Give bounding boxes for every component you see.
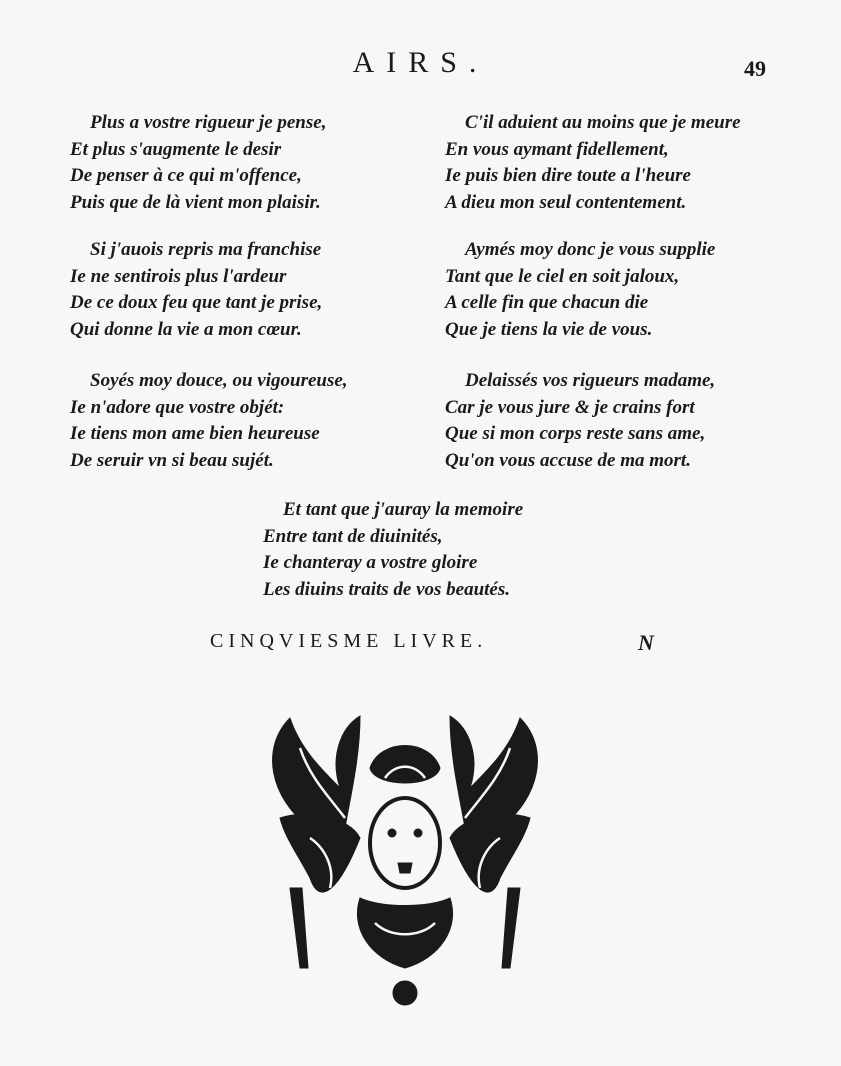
verse-line: Plus a vostre rigueur je pense,	[90, 112, 327, 133]
stanza-4	[445, 110, 741, 216]
verse-line: Aymés moy donc je vous supplie	[465, 239, 716, 260]
verse-line: De ce doux feu que tant je prise,	[70, 292, 323, 313]
verse-line: Si j'auois repris ma franchise	[90, 239, 322, 260]
verse-line: A celle fin que chacun die	[445, 292, 649, 313]
verse-line: Ie puis bien dire toute a l'heure	[445, 165, 691, 186]
verse-line: De seruir vn si beau sujét.	[70, 449, 274, 471]
verse-line: Qu'on vous accuse de ma mort.	[445, 449, 691, 471]
stanza-5	[445, 237, 715, 343]
verse-line: Que si mon corps reste sans ame,	[445, 423, 706, 444]
verse-line: Soyés moy douce, ou vigoureuse,	[90, 370, 348, 391]
verse-line: Ie n'adore que vostre objét:	[70, 396, 285, 418]
verse-line: C'il aduient au moins que je meure	[465, 112, 741, 133]
page-footer	[210, 630, 670, 653]
verse-line: Qui donne la vie a mon cœur.	[70, 318, 302, 340]
verse-line: Et tant que j'auray la memoire	[283, 499, 524, 520]
catchline: CINQVIESME LIVRE.	[210, 630, 488, 652]
stanza-3	[70, 368, 348, 474]
verse-line: Et plus s'augmente le desir	[70, 138, 282, 160]
verse-line: De penser à ce qui m'offence,	[70, 165, 302, 186]
verse-line: Entre tant de diuinités,	[263, 525, 443, 547]
verse-line: Puis que de là vient mon plaisir.	[70, 191, 321, 213]
verse-line: Les diuins traits de vos beautés.	[263, 578, 511, 600]
page-title: AIRS.	[352, 46, 489, 79]
foliate-mask-ornament-icon	[250, 708, 560, 1008]
stanza-7	[263, 497, 523, 603]
verse-line: Tant que le ciel en soit jaloux,	[445, 265, 680, 287]
page-number: 49	[744, 56, 766, 81]
verse-line: A dieu mon seul contentement.	[445, 191, 687, 213]
stanza-1	[70, 110, 326, 216]
verse-line: Que je tiens la vie de vous.	[445, 318, 653, 340]
verse-line: Ie tiens mon ame bien heureuse	[70, 423, 320, 444]
verse-line: Ie ne sentirois plus l'ardeur	[70, 265, 287, 287]
signature-mark: N	[638, 630, 654, 655]
stanza-6	[445, 368, 715, 474]
verse-line: Delaissés vos rigueurs madame,	[465, 370, 716, 391]
stanza-2	[70, 237, 322, 343]
verse-line: En vous aymant fidellement,	[445, 138, 669, 160]
verse-line: Ie chanteray a vostre gloire	[263, 552, 478, 573]
verse-line: Car je vous jure & je crains fort	[445, 396, 695, 418]
